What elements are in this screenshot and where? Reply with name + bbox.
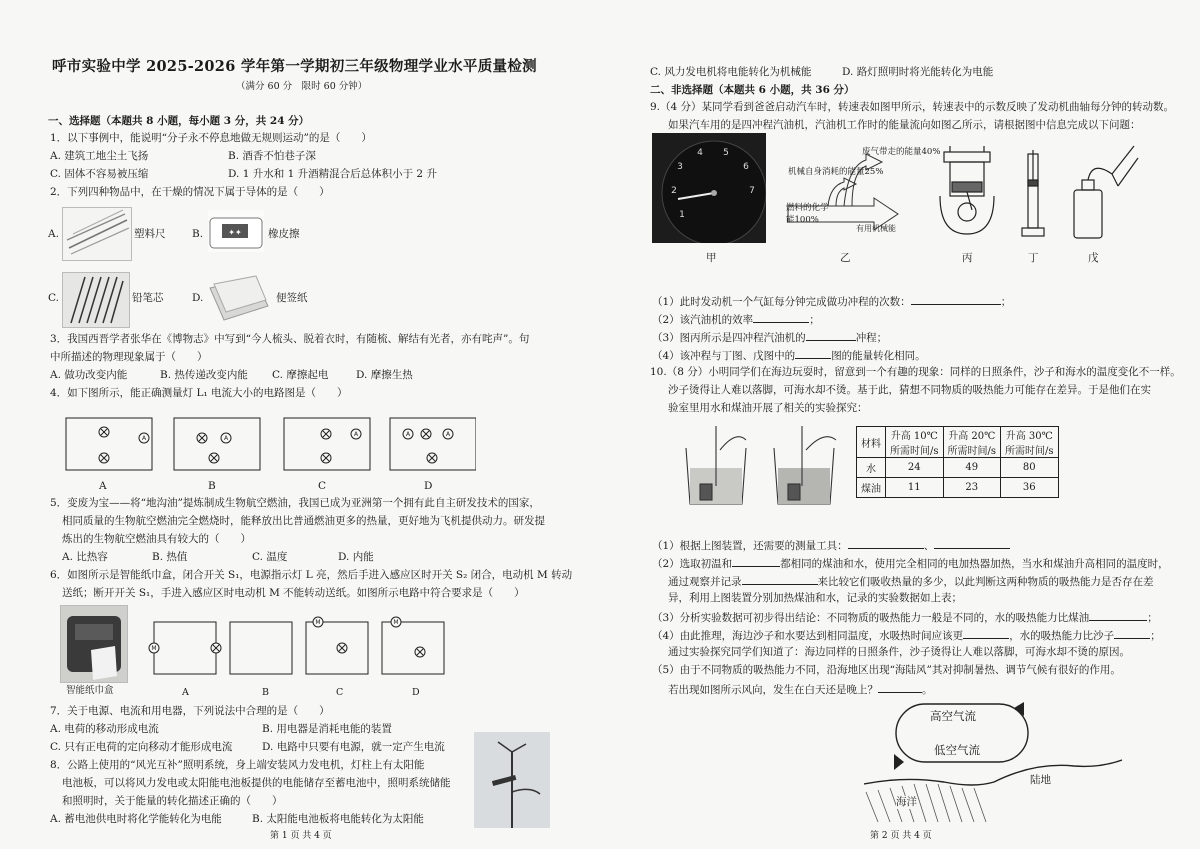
q10-sub-4-line-1: （4）由此推理，海边沙子和水要达到相同温度，水吸热时间应该更 ，水的吸热能力比沙子 ； [652,630,1161,642]
ruler-photo [62,207,132,261]
q2-letter-b: B. [192,228,204,240]
sticky-notes-photo [206,274,272,324]
q10-line-3: 验室里用水和煤油开展了相关的实验探究： [668,402,868,414]
q5-option-d: D. 内能 [338,551,374,563]
q10-sub-4-line-2: 通过实验探究同学们知道了：海边同样的日照条件，沙子烫得让人难以落脚，可海水却不烫的原因。 [668,646,1130,658]
tachometer-photo [652,133,766,243]
svg-text:✦✦: ✦✦ [228,228,242,237]
q10-answer-1b[interactable] [934,538,1010,549]
q10-sub-1: （1）根据上图装置，还需要的测量工具： 、 [652,538,1010,553]
q10-sub-5-line-1: （5）由于不同物质的吸热能力不同，沿海地区出现“海陆风”其对抑制暑热、调节气候有很好的作用。 [652,664,1121,676]
svg-text:A: A [141,435,147,442]
q10-answer-4b[interactable] [1114,628,1150,639]
heating-data-table [856,426,1059,498]
fig-label-wu: 戊 [1088,252,1099,264]
flow-useful-label: 有用机械能 [856,224,896,233]
q1-option-c: C. 固体不容易被压缩 [50,168,149,180]
q8-option-a: A. 蓄电池供电时将化学能转化为电能 [50,813,222,825]
q10-answer-2a[interactable] [732,556,780,567]
q7-stem: 7．关于电源、电流和用电器，下列说法中合理的是（ ） [50,705,330,717]
q3-option-d: D. 摩擦生热 [356,369,413,381]
q6-line-2: 送纸；断开开关 S₁，手进入感应区时电动机 M 不能转动送纸。如图所示电路中符合要求是（ ） [62,587,525,599]
q10-answer-5[interactable] [878,682,922,693]
flow-friction-label: 机械自身消耗的能量25% [788,167,884,177]
table-cell: 煤油 [857,478,886,498]
engine-cylinder-diagram [936,146,998,238]
diagram-land-label: 陆地 [1030,774,1051,786]
q2-label-d: 便签纸 [276,292,308,304]
air-compression-tube-diagram [1018,150,1048,240]
svg-text:4: 4 [697,148,703,158]
heating-beakers-diagram [680,426,850,508]
diagram-low-airflow-label: 低空气流 [934,743,980,757]
q8-option-b: B. 太阳能电池板将电能转化为太阳能 [252,813,424,825]
fig-label-bing: 丙 [962,252,973,264]
q1-option-a: A. 建筑工地尘土飞扬 [50,150,149,162]
table-cell: 36 [1001,478,1059,498]
q8-line-3: 和照明时，关于能量的转化描述正确的（ ） [62,795,283,807]
q10-answer-3[interactable] [1089,610,1147,621]
svg-text:A: A [405,431,411,438]
q10-sub-3: （3）分析实验数据可初步得出结论：不同物质的吸热能力一般是不同的，水的吸热能力比煤油 ； [652,612,1158,624]
q3-option-b: B. 热传递改变内能 [160,369,248,381]
section-2-heading: 二、非选择题（本题共 6 小题，共 36 分） [650,84,855,96]
q10-sub-5-line-2: 若出现如图所示风向，发生在白天还是晚上？ 。 [668,684,933,696]
flow-waste-label: 废气带走的能量40% [862,147,941,157]
q8-line-2: 电池板，可以将风力发电或太阳能电池板提供的电能储存至蓄电池中，照明系统储能 [62,777,451,789]
q3-line-2: 中所描述的物理现象属于（ ） [50,351,208,363]
svg-text:5: 5 [723,148,729,158]
q9-answer-4[interactable] [795,348,831,359]
table-cell: 11 [886,478,944,498]
tissue-box-caption: 智能纸巾盒 [66,685,114,696]
q5-option-c: C. 温度 [252,551,288,563]
wind-solar-lamp-photo [474,732,550,828]
q9-answer-3[interactable] [806,330,856,341]
q6-label-d: D [412,687,420,698]
table-cell: 24 [886,458,944,478]
q9-sub-1: （1）此时发动机一个气缸每分钟完成做功冲程的次数： ； [652,296,1012,308]
flow-fuel-label-2: 能100% [786,215,819,225]
eraser-photo [208,210,264,252]
table-cell: 23 [943,478,1001,498]
q9-line-2: 如果汽车用的是四冲程汽油机，汽油机工作时的能量流向如图乙所示，请根据图中信息完成以下问题： [668,119,1141,131]
q5-option-b: B. 热值 [152,551,188,563]
tissue-box-photo [60,605,128,683]
q3-line-1: 3．我国西晋学者张华在《博物志》中写到“今人梳头、脱着衣时，有随梳、解结有光者，亦有咤声”。句 [50,333,530,345]
svg-text:3: 3 [677,162,683,172]
q9-line-1: 9.（4 分）某同学看到爸爸启动汽车时，转速表如图甲所示，转速表中的示数反映了发动机曲轴每分钟的转动数。 [650,101,1175,113]
q7-option-b: B. 用电器是消耗电能的装置 [262,723,392,735]
q10-line-1: 10.（8 分）小明同学们在海边玩耍时，留意到一个有趣的现象：同样的日照条件，沙子和海水的温度变化不一样。 [650,366,1181,378]
q9-sub-2: （2）该汽油机的效率 ； [652,314,820,326]
q10-sub-2-line-1: （2）选取初温和 都相同的煤油和水，使用完全相同的电加热器加热，当水和煤油升高相同的温度时， [652,558,1169,570]
q1-stem: 1．以下事例中，能说明“分子永不停息地做无规则运动”的是（ ） [50,132,372,144]
svg-text:1: 1 [679,210,685,220]
exam-title: 呼市实验中学 2025-2026 学年第一学期初三年级物理学业水平质量检测 [52,58,537,75]
q7-option-c: C. 只有正电荷的定向移动才能形成电流 [50,741,233,753]
q1-option-d: D. 1 升水和 1 升酒精混合后总体积小于 2 升 [228,168,437,180]
q4-label-a: A [99,480,107,492]
q6-label-b: B [262,687,269,698]
q4-label-d: D [424,480,433,492]
table-header-10c: 升高 10℃ 所需时间/s [886,427,944,458]
page-1-footer: 第 1 页 共 4 页 [270,831,332,841]
q2-stem: 2．下列四种物品中，在干燥的情况下属于导体的是（ ） [50,186,330,198]
q2-label-a: 塑料尺 [134,228,166,240]
q9-answer-2[interactable] [753,312,809,323]
table-cell: 49 [943,458,1001,478]
exam-page-2 [600,0,1200,849]
fig-label-yi: 乙 [840,252,851,264]
q7-option-d: D. 电路中只要有电源，就一定产生电流 [262,741,445,753]
q4-label-c: C [318,480,327,492]
q3-option-a: A. 做功改变内能 [50,369,128,381]
q8-option-c: C. 风力发电机将电能转化为机械能 [650,66,812,78]
section-1-heading: 一、选择题（本题共 8 小题，每小题 3 分，共 24 分） [48,115,310,127]
q2-letter-d: D. [192,292,204,304]
svg-text:7: 7 [749,186,755,196]
q2-label-b: 橡皮擦 [268,228,300,240]
q5-option-a: A. 比热容 [62,551,108,563]
page-2-footer: 第 2 页 共 4 页 [870,831,932,841]
fig-label-jia: 甲 [706,252,717,264]
q7-option-a: A. 电荷的移动形成电流 [50,723,159,735]
svg-text:6: 6 [743,162,749,172]
q6-line-1: 6．如图所示是智能纸巾盒，闭合开关 S₁，电源指示灯 L 亮，然后手进入感应区时开关 S₂ 闭合，电动机 M 转动 [50,569,573,581]
q6-circuit-diagrams [146,612,446,684]
diagram-high-airflow-label: 高空气流 [930,709,976,723]
svg-text:A: A [445,431,451,438]
q10-answer-1a[interactable] [848,538,924,549]
svg-text:M: M [151,645,157,652]
exam-subtitle: （满分 60 分 限时 60 分钟） [236,81,368,92]
q10-answer-4a[interactable] [963,628,1009,639]
table-header-30c: 升高 30℃ 所需时间/s [1001,427,1059,458]
q8-option-d: D. 路灯照明时将光能转化为电能 [842,66,994,78]
q9-answer-1[interactable] [911,294,1001,305]
svg-text:A: A [223,435,229,442]
flow-fuel-label: 燃料的化学 [786,203,829,213]
q5-line-1: 5．变废为宝——将“地沟油”提炼制成生物航空燃油，我国已成为亚洲第一个拥有此自主研发技术的国家， [50,497,540,509]
q5-line-2: 相同质量的生物航空燃油完全燃烧时，能释放出比普通燃油更多的热量，更好地为飞机提供动力。研发提 [62,515,545,527]
q1-option-b: B. 酒香不怕巷子深 [228,150,316,162]
table-row [857,458,1059,478]
svg-text:2: 2 [671,186,677,196]
q6-label-c: C [336,687,344,698]
svg-text:M: M [315,619,321,626]
steam-bottle-diagram [1068,140,1148,244]
pencil-lead-photo [62,272,130,328]
svg-text:A: A [353,431,359,438]
q6-label-a: A [182,687,189,698]
q2-label-c: 铅笔芯 [132,292,164,304]
svg-text:M: M [393,619,399,626]
q4-stem: 4．如下图所示，能正确测量灯 L₁ 电流大小的电路图是（ ） [50,387,348,399]
q4-label-b: B [208,480,216,492]
q3-option-c: C. 摩擦起电 [272,369,329,381]
table-row [857,478,1059,498]
table-header-material: 材料 [857,427,886,458]
diagram-sea-label: 海洋 [896,796,917,808]
q10-sub-2-line-2: 通过观察并记录 来比较它们吸收热量的多少，以此判断这两种物质的吸热能力是否存在差 [668,576,1154,588]
q5-line-3: 炼出的生物航空燃油具有较大的（ ） [62,533,251,545]
q10-answer-2b[interactable] [742,574,818,585]
q10-line-2: 沙子烫得让人难以落脚，可海水却不烫。基于此，猜想不同物质的吸热能力可能存在差异。于是他们在实 [668,384,1151,396]
q2-letter-a: A. [48,228,59,240]
q4-circuit-diagrams [56,410,476,480]
q10-sub-2-line-3: 异，利用上图装置分别加热煤油和水，记录的实验数据如上表； [668,592,962,604]
fig-label-ding: 丁 [1028,252,1039,264]
q9-sub-4: （4）该冲程与丁图、戊图中的 图的能量转化相同。 [652,350,926,362]
table-header-20c: 升高 20℃ 所需时间/s [943,427,1001,458]
table-cell: 80 [1001,458,1059,478]
q9-sub-3: （3）图丙所示是四冲程汽油机的 冲程； [652,332,888,344]
q2-letter-c: C. [48,292,59,304]
table-cell: 水 [857,458,886,478]
q8-line-1: 8．公路上使用的“风光互补”照明系统，身上端安装风力发电机，灯柱上有太阳能 [50,759,425,771]
